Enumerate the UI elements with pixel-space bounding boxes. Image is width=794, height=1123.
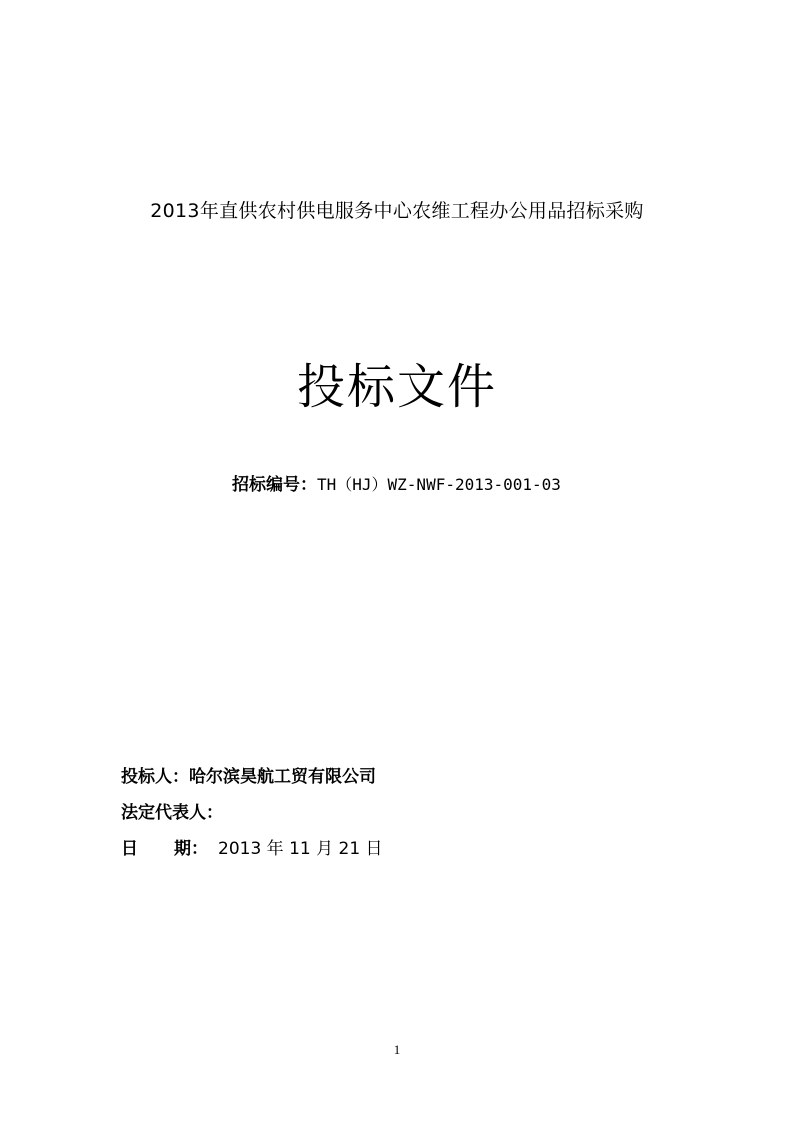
document-title: 投标文件 — [296, 359, 497, 415]
bidder-label: 投标人： — [121, 767, 189, 787]
bidder-line — [121, 762, 376, 787]
tender-number-line — [232, 470, 561, 495]
date-label-day: 日 — [121, 839, 138, 859]
project-title: 2013年直供农村供电服务中心农维工程办公用品招标采购 — [150, 200, 644, 222]
date-value: 2013 年 11 月 21 日 — [218, 839, 383, 859]
bidder-value: 哈尔滨昊航工贸有限公司 — [189, 767, 376, 787]
tender-number-value: TH（HJ）WZ-NWF-2013-001-03 — [317, 475, 561, 494]
page-number: 1 — [393, 1042, 401, 1057]
tender-number-label: 招标编号： — [232, 475, 317, 495]
legal-representative-line — [121, 798, 223, 823]
date-label-period: 期： — [174, 839, 208, 859]
date-line — [121, 834, 383, 859]
legal-representative-label: 法定代表人： — [121, 803, 223, 823]
